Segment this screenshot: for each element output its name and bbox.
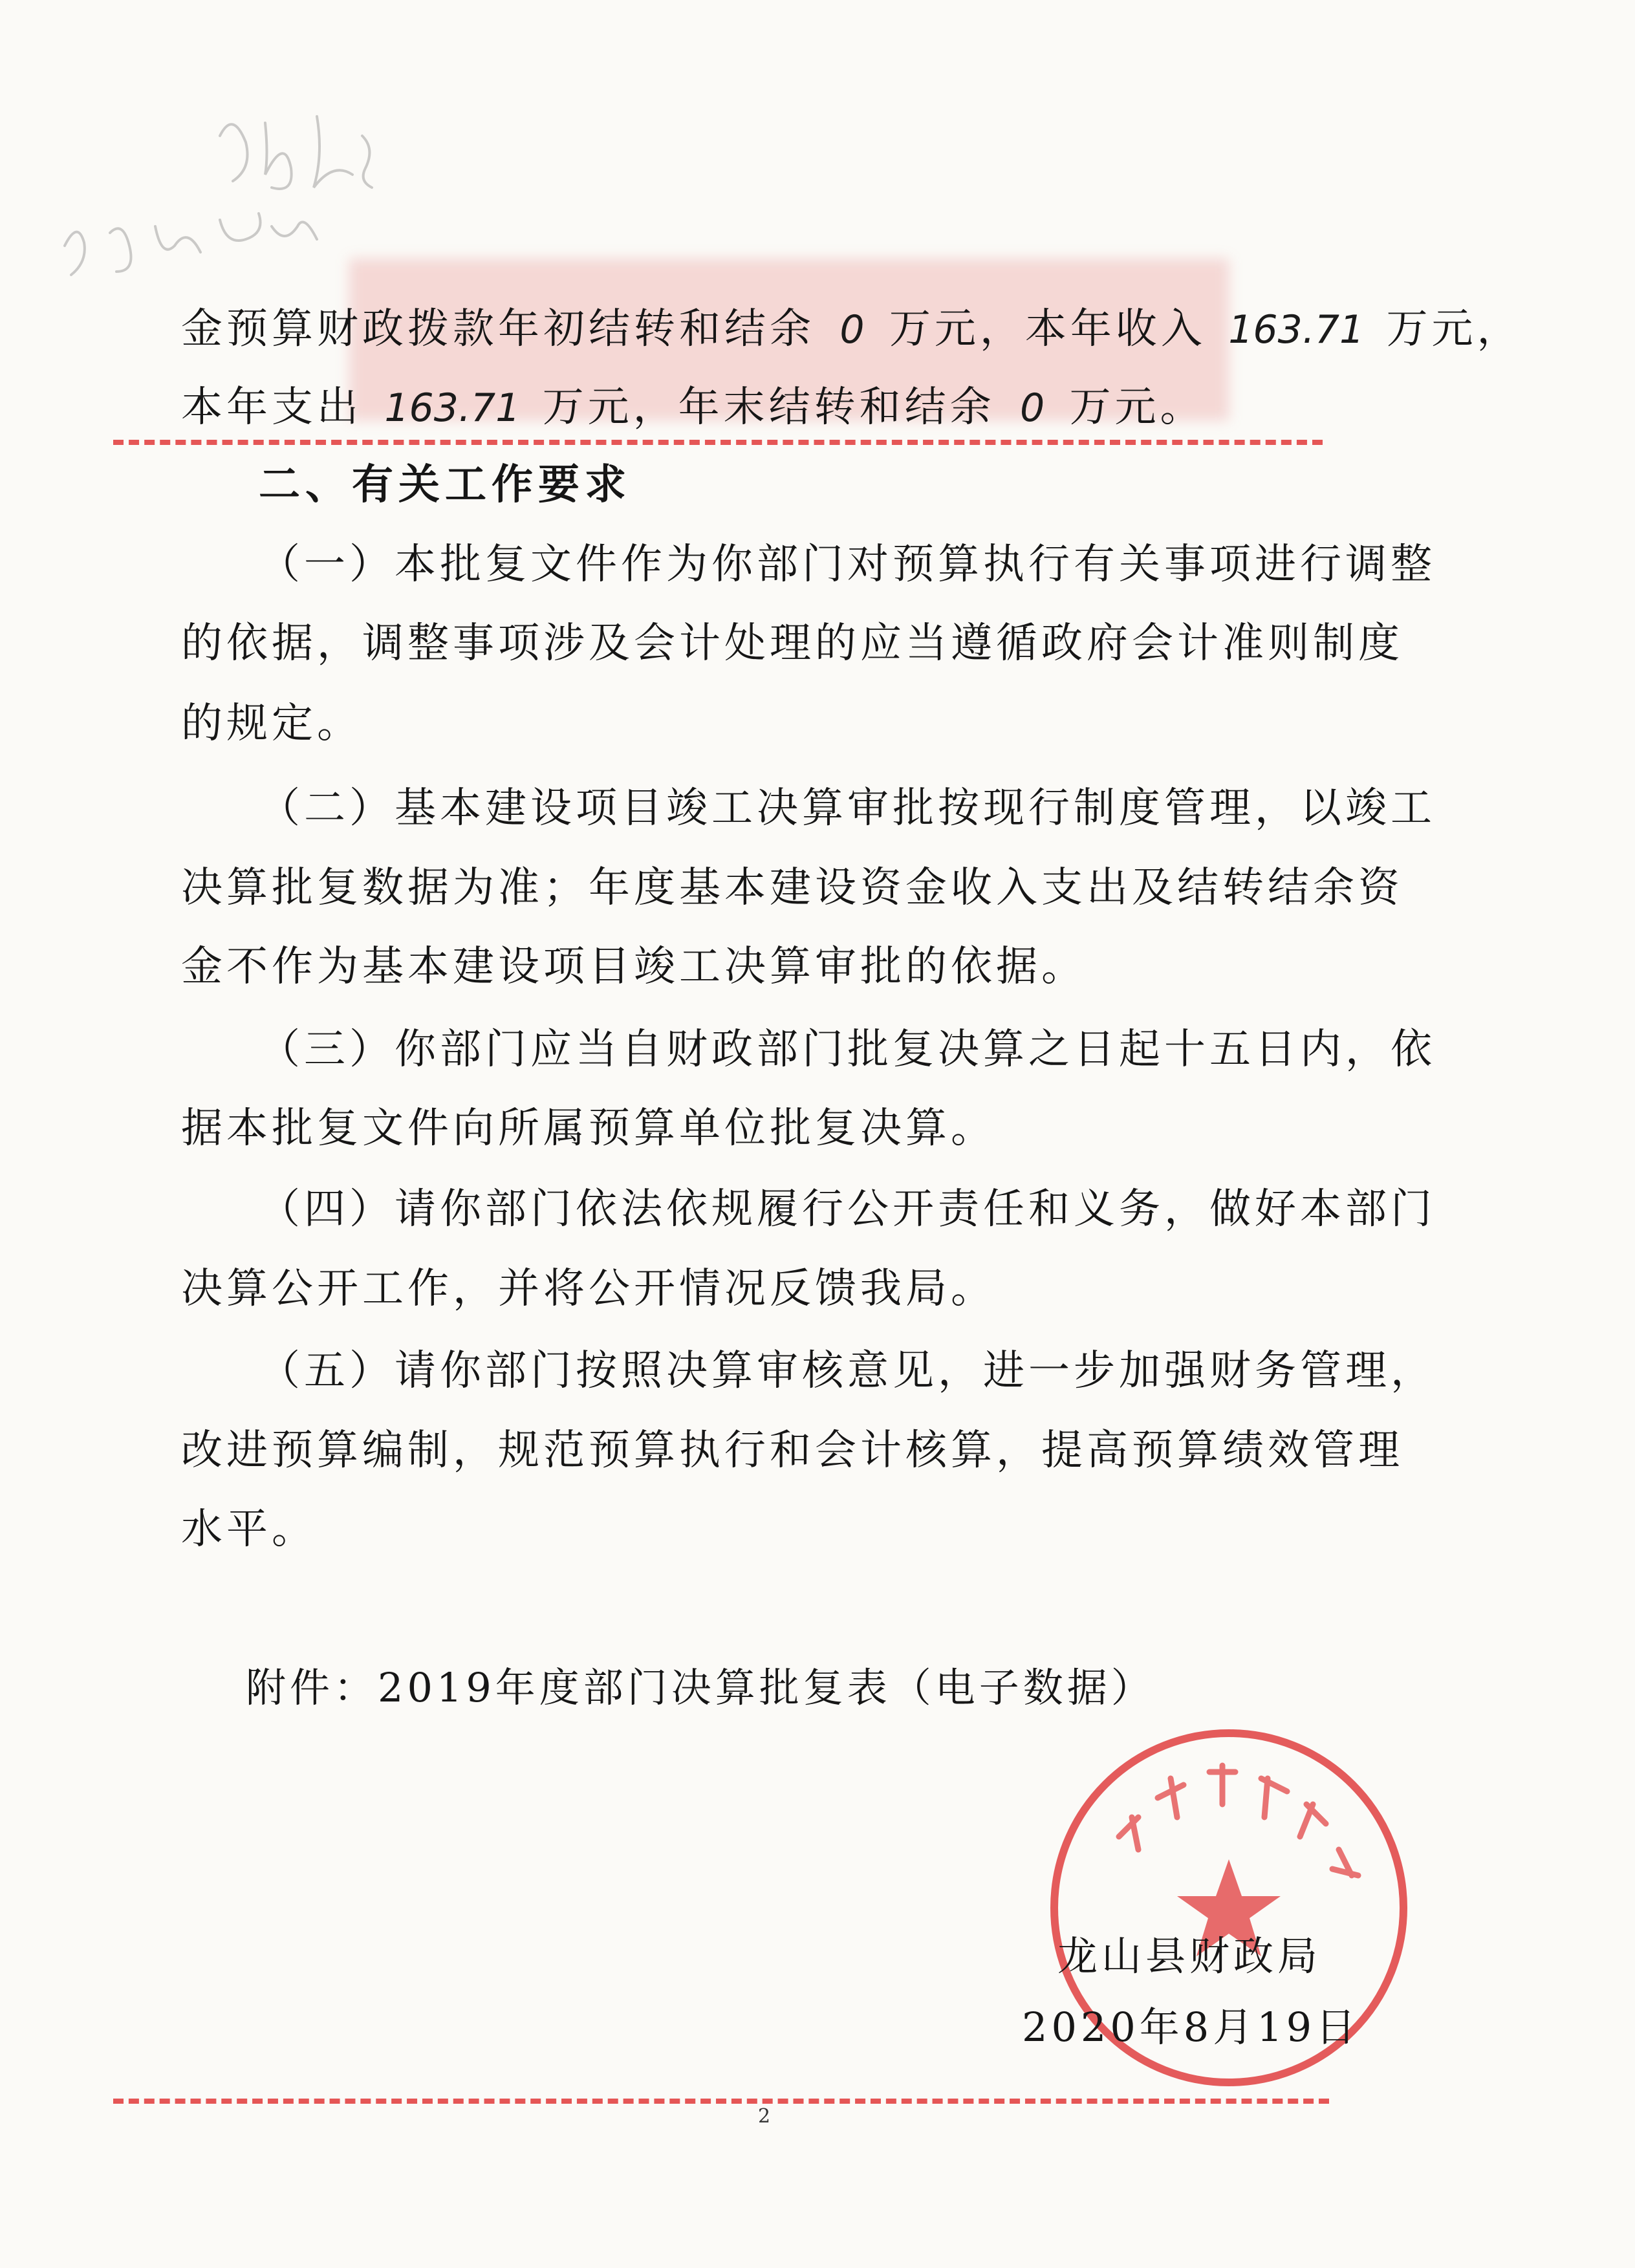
handwritten-income: 163.71	[1228, 307, 1365, 352]
section-heading: 二、有关工作要求	[259, 461, 631, 509]
paragraph-line: 决算批复数据为准；年度基本建设资金收入支出及结转结余资	[181, 864, 1403, 912]
handwritten-expenditure: 163.71	[384, 385, 521, 431]
issue-date: 2020年8月19日	[1022, 2003, 1360, 2051]
handwritten-opening-balance: 0	[839, 307, 865, 352]
paragraph-line: 的依据，调整事项涉及会计处理的应当遵循政府会计准则制度	[181, 620, 1403, 667]
paragraph-line: （三）你部门应当自财政部门批复决算之日起十五日内，依	[259, 1026, 1436, 1074]
paragraph-line: 金预算财政拨款年初结转和结余 0 万元，本年收入 163.71 万元，	[181, 305, 1522, 353]
red-divider-bottom	[113, 2099, 1329, 2104]
paragraph-line: 改进预算编制，规范预算执行和会计核算，提高预算绩效管理	[181, 1427, 1403, 1474]
paragraph-line: 金不作为基本建设项目竣工决算审批的依据。	[181, 943, 1087, 991]
paragraph-line: 决算公开工作，并将公开情况反馈我局。	[181, 1265, 996, 1313]
paragraph-line: （一）本批复文件作为你部门对预算执行有关事项进行调整	[259, 541, 1436, 589]
paragraph-line: 水平。	[181, 1506, 317, 1553]
issuer-name: 龙山县财政局	[1057, 1932, 1322, 1980]
red-divider-top	[113, 440, 1323, 445]
paragraph-line: （四）请你部门依法依规履行公开责任和义务，做好本部门	[259, 1185, 1436, 1233]
handwritten-closing-balance: 0	[1019, 385, 1045, 431]
paragraph-line: （五）请你部门按照决算审核意见，进一步加强财务管理，	[259, 1347, 1436, 1395]
page-number: 2	[758, 2105, 771, 2128]
attachment-note: 附件：2019年度部门决算批复表（电子数据）	[246, 1664, 1155, 1711]
paragraph-line: 本年支出 163.71 万元，年末结转和结余 0 万元。	[181, 383, 1206, 431]
paragraph-line: （二）基本建设项目竣工决算审批按现行制度管理，以竣工	[259, 784, 1436, 832]
paragraph-line: 据本批复文件向所属预算单位批复决算。	[181, 1105, 996, 1152]
paragraph-line: 的规定。	[181, 700, 362, 748]
